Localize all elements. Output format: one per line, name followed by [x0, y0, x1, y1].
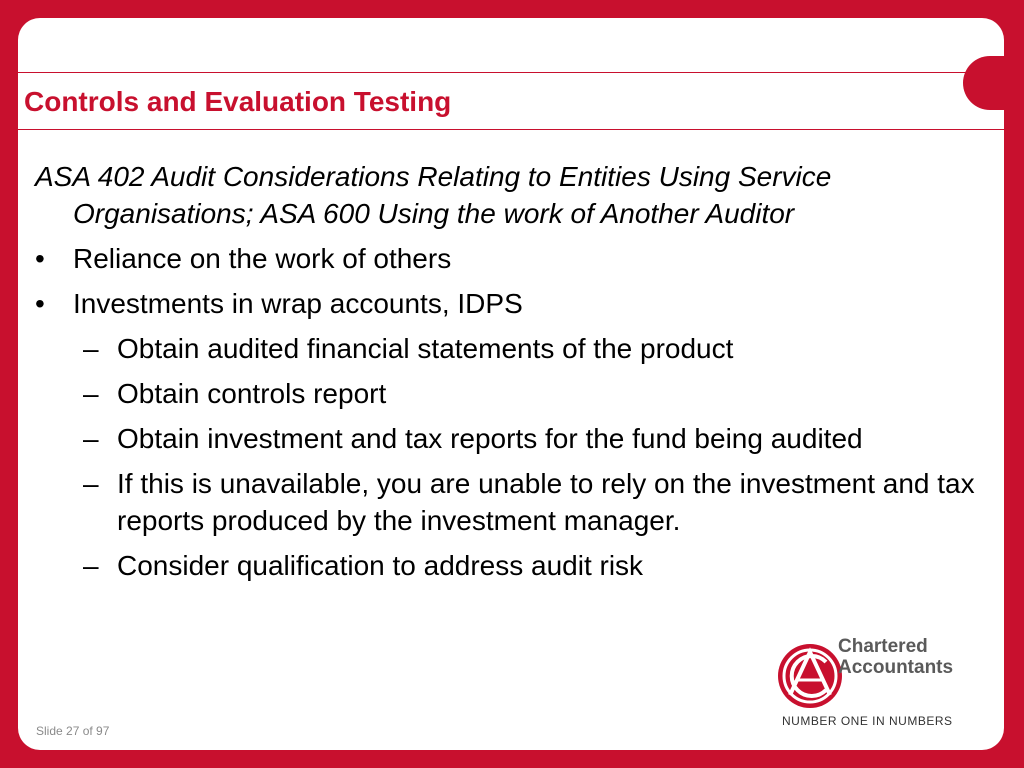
bullet-mark: • [35, 288, 45, 319]
dash-mark: – [83, 378, 99, 409]
slide-counter: Slide 27 of 97 [36, 724, 110, 738]
logo-line-1: Chartered [838, 636, 928, 657]
logo-wordmark [838, 636, 953, 678]
sub-item [83, 375, 985, 412]
slide-content [35, 158, 985, 592]
bullet-text: Investments in wrap accounts, IDPS [73, 288, 523, 319]
bullet-mark: • [35, 243, 45, 274]
dash-mark: – [83, 468, 99, 499]
dash-mark: – [83, 333, 99, 364]
bullet-item [35, 240, 985, 277]
dash-mark: – [83, 423, 99, 454]
slide-title: Controls and Evaluation Testing [24, 86, 452, 117]
sub-item [83, 547, 985, 584]
sub-item-text: If this is unavailable, you are unable to rely on the investment and tax reports produced by the investment manager. [117, 468, 975, 536]
sub-item-text: Obtain investment and tax reports for the fund being audited [117, 423, 863, 454]
logo-line-2: Accountants [838, 657, 954, 678]
sub-item-text: Obtain controls report [117, 378, 387, 409]
bullet-text: Reliance on the work of others [73, 243, 452, 274]
sub-item-text: Consider qualification to address audit risk [117, 550, 644, 581]
title-accent-tab [963, 56, 1019, 110]
bullet-item [35, 285, 985, 322]
sub-item [83, 465, 985, 539]
logo-tagline: NUMBER ONE IN NUMBERS [782, 714, 953, 728]
sub-item [83, 330, 985, 367]
intro-paragraph: ASA 402 Audit Considerations Relating to Entities Using Service Organisations; ASA 600 Using the work of Another Auditor [35, 161, 832, 229]
dash-mark: – [83, 550, 99, 581]
sub-item [83, 420, 985, 457]
sub-item-text: Obtain audited financial statements of the product [117, 333, 734, 364]
